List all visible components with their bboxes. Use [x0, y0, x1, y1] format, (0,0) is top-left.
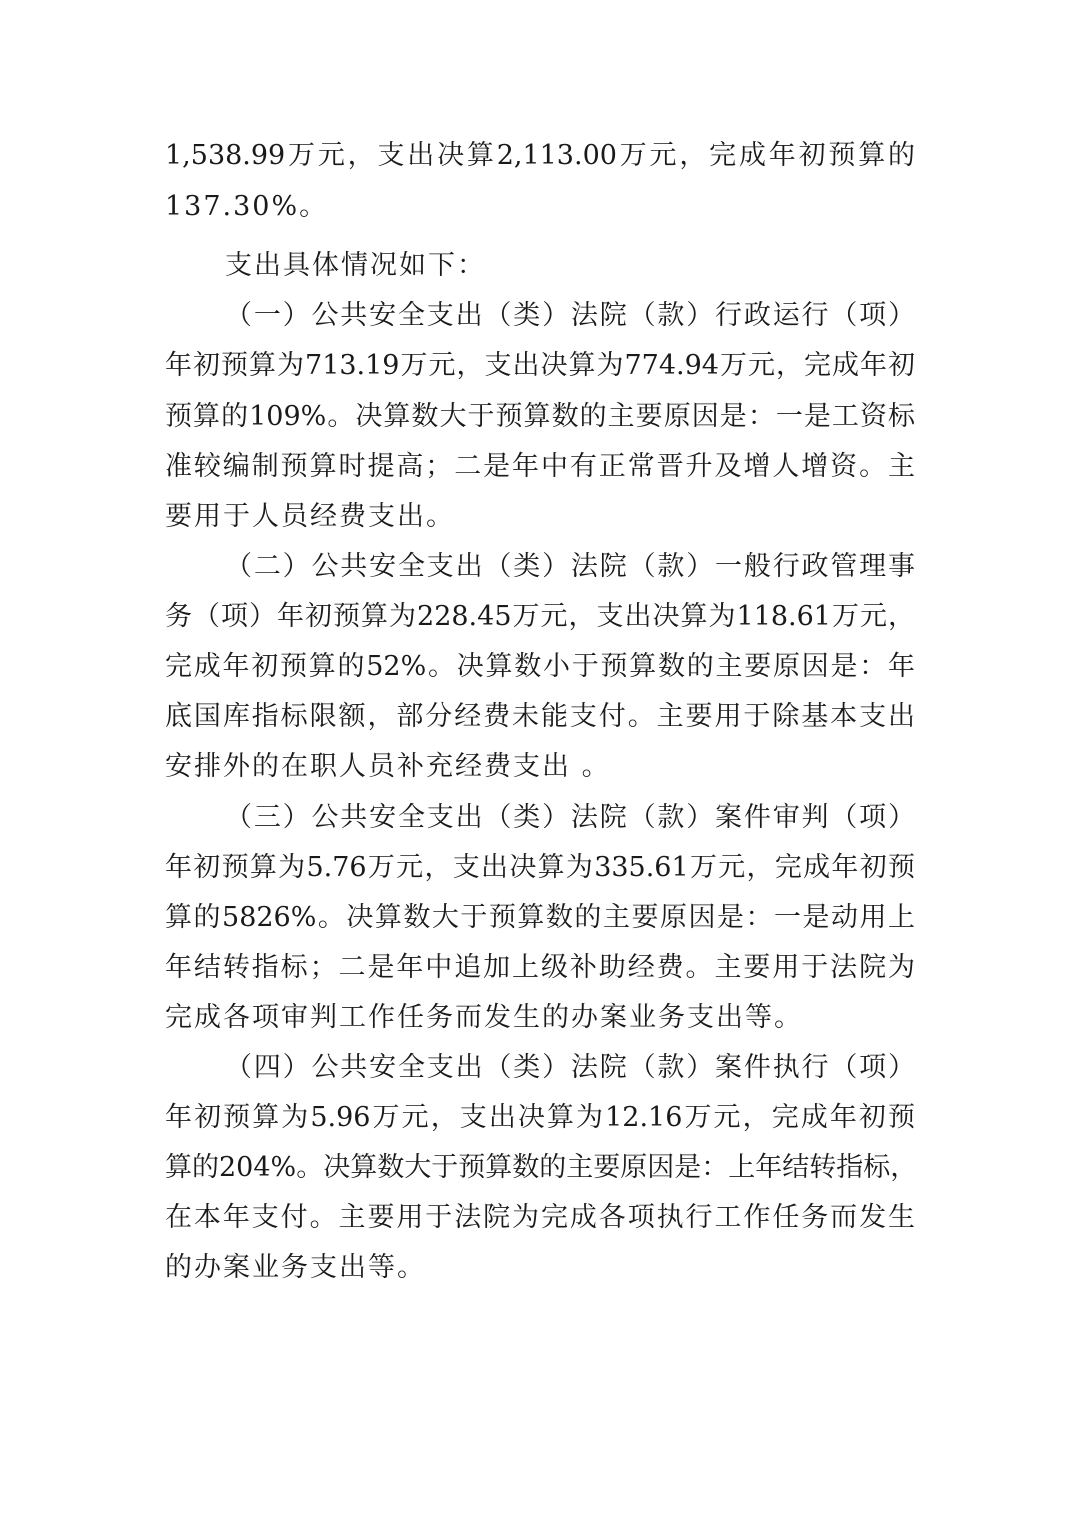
text-line: （二）公共安全支出（类）法院（款）一般行政管理事 — [225, 551, 915, 582]
text-line: 预算的109%。决算数大于预算数的主要原因是：一是工资标 — [165, 401, 915, 432]
text-line: 底国库指标限额，部分经费未能支付。主要用于除基本支出 — [165, 701, 915, 732]
text-line: 年结转指标；二是年中追加上级补助经费。主要用于法院为 — [165, 952, 915, 983]
text-line: 年初预算为713.19万元，支出决算为774.94万元，完成年初 — [165, 350, 915, 381]
text-line: 在本年支付。主要用于法院为完成各项执行工作任务而发生 — [165, 1202, 915, 1233]
text-line: 1,538.99万元，支出决算2,113.00万元，完成年初预算的 — [165, 140, 915, 171]
text-line: 准较编制预算时提高；二是年中有正常晋升及增人增资。主 — [165, 451, 915, 482]
text-line: （四）公共安全支出（类）法院（款）案件执行（项） — [225, 1052, 915, 1083]
text-line: 完成各项审判工作任务而发生的办案业务支出等。 — [165, 1002, 803, 1033]
text-line: （一）公共安全支出（类）法院（款）行政运行（项） — [225, 300, 915, 331]
text-line: 务（项）年初预算为228.45万元，支出决算为118.61万元， — [165, 601, 915, 632]
text-line: 的办案业务支出等。 — [165, 1252, 426, 1283]
text-line: 年初预算为5.76万元，支出决算为335.61万元，完成年初预 — [165, 852, 915, 883]
text-line: 137.30%。 — [165, 191, 329, 222]
text-line: 安排外的在职人员补充经费支出 。 — [165, 751, 611, 782]
text-line: 支出具体情况如下： — [225, 250, 486, 281]
text-line: 算的5826%。决算数大于预算数的主要原因是：一是动用上 — [165, 902, 915, 933]
text-line: （三）公共安全支出（类）法院（款）案件审判（项） — [225, 802, 915, 833]
text-line: 年初预算为5.96万元，支出决算为12.16万元，完成年初预 — [165, 1102, 915, 1133]
text-line: 完成年初预算的52%。决算数小于预算数的主要原因是：年 — [165, 651, 915, 682]
text-line: 要用于人员经费支出。 — [165, 501, 455, 532]
text-line: 算的204%。决算数大于预算数的主要原因是：上年结转指标， — [165, 1152, 918, 1183]
